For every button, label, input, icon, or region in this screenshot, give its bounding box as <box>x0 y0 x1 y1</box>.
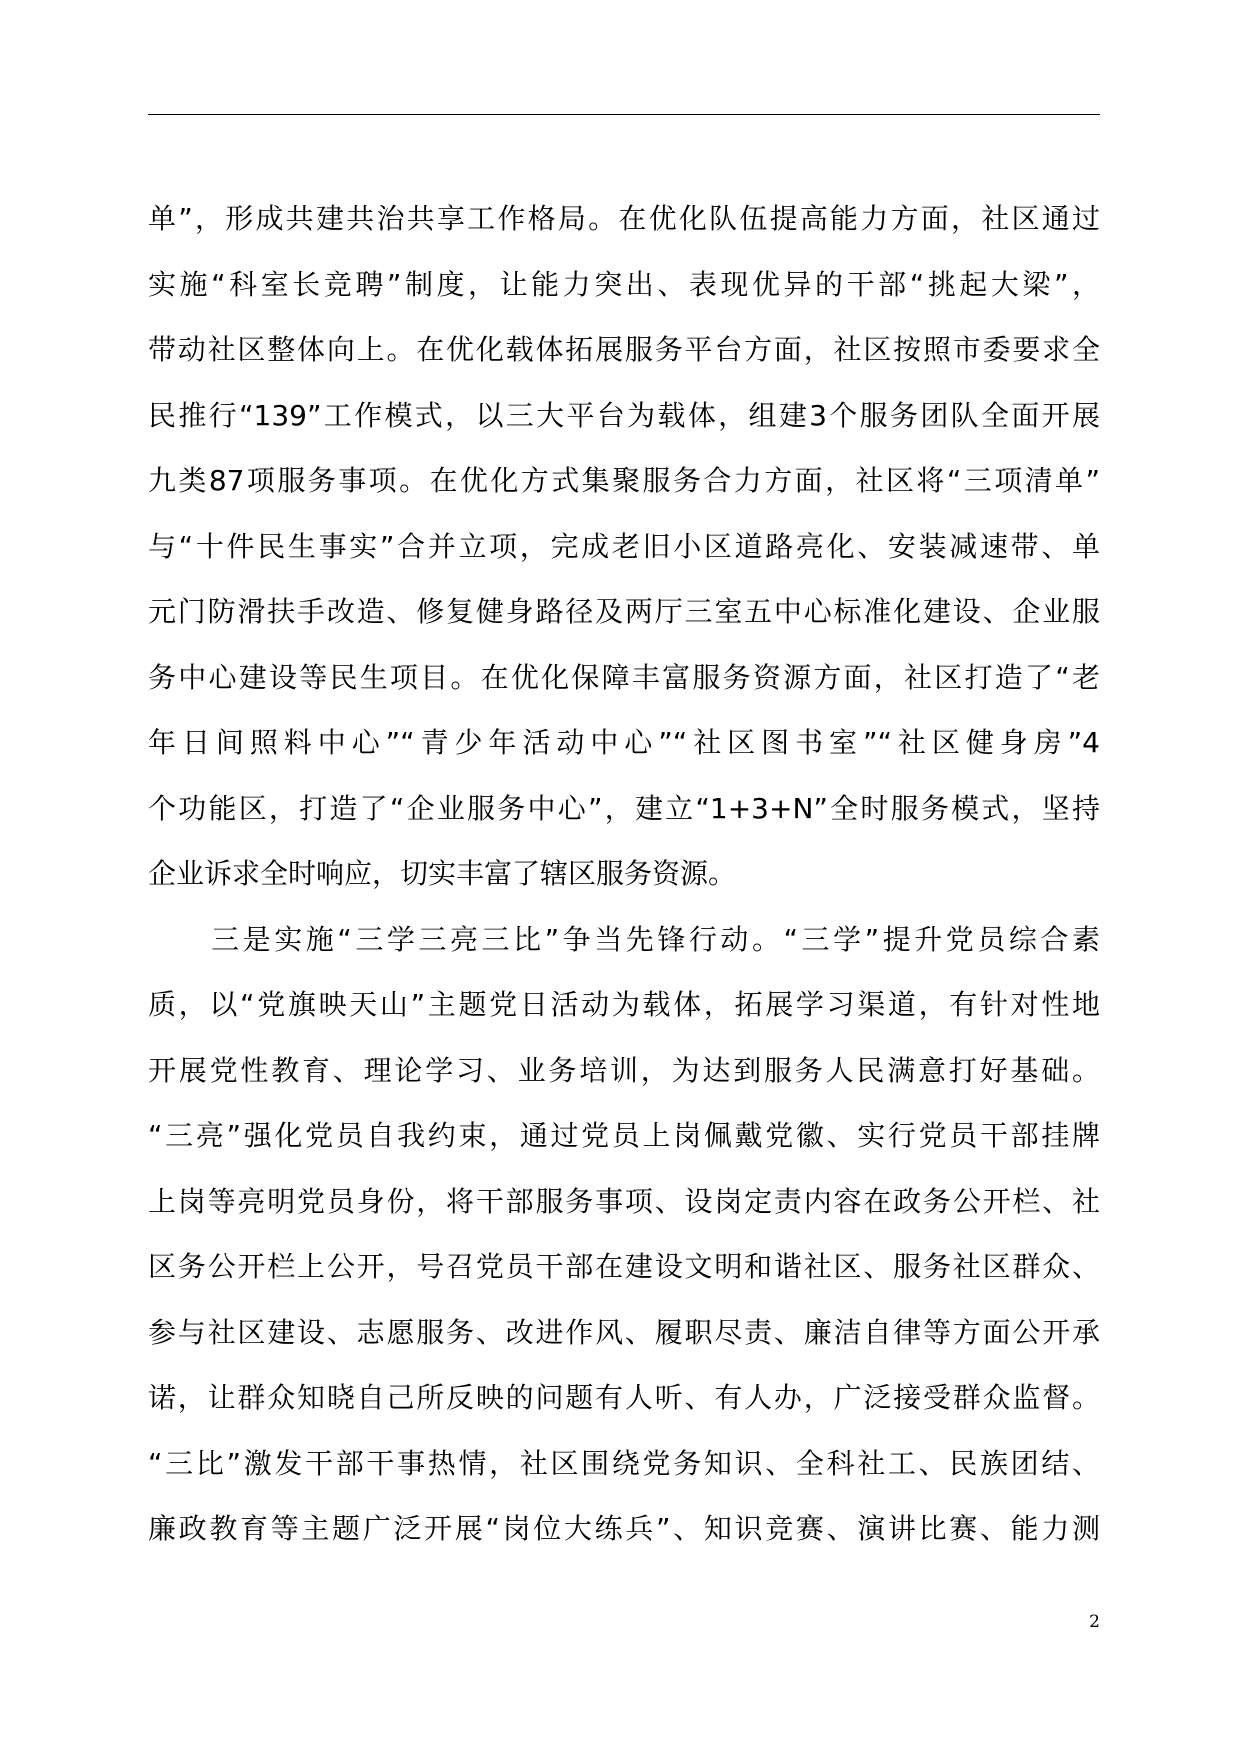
text-line: “三比”激发干部干事热情，社区围绕党务知识、全科社工、民族团结、 <box>148 1446 1100 1480</box>
text-line: “三亮”强化党员自我约束，通过党员上岗佩戴党徽、实行党员干部挂牌 <box>148 1119 1100 1152</box>
paragraph-end-line: 企业诉求全时响应，切实丰富了辖区服务资源。 <box>148 857 737 890</box>
text-line: 年日间照料中心”“青少年活动中心”“社区图书室”“社区健身房”4 <box>148 726 1100 759</box>
text-line: 元门防滑扶手改造、修复健身路径及两厅三室五中心标准化建设、企业服 <box>148 595 1100 628</box>
text-line: 民推行“139”工作模式，以三大平台为载体，组建3个服务团队全面开展 <box>148 398 1100 432</box>
text-line: 质，以“党旗映天山”主题党日活动为载体，拓展学习渠道，有针对性地 <box>148 988 1100 1021</box>
text-line: 实施“科室长竞聘”制度，让能力突出、表现优异的干部“挑起大梁”， <box>148 267 1100 301</box>
body-text <box>148 186 1100 1562</box>
text-line: 区务公开栏上公开，号召党员干部在建设文明和谐社区、服务社区群众、 <box>148 1250 1100 1283</box>
header-rule <box>148 114 1100 115</box>
text-line: 带动社区整体向上。在优化载体拓展服务平台方面，社区按照市委要求全 <box>148 333 1100 366</box>
text-line: 务中心建设等民生项目。在优化保障丰富服务资源方面，社区打造了“老 <box>148 660 1100 694</box>
text-line: 上岗等亮明党员身份，将干部服务事项、设岗定责内容在政务公开栏、社 <box>148 1184 1100 1218</box>
page-number: 2 <box>1089 1612 1100 1632</box>
text-line: 开展党性教育、理论学习、业务培训，为达到服务人民满意打好基础。 <box>148 1053 1100 1087</box>
text-line: 与“十件民生事实”合并立项，完成老旧小区道路亮化、安装减速带、单 <box>148 529 1100 563</box>
text-line: 廉政教育等主题广泛开展“岗位大练兵”、知识竞赛、演讲比赛、能力测 <box>148 1512 1100 1545</box>
text-line: 单”，形成共建共治共享工作格局。在优化队伍提高能力方面，社区通过 <box>148 202 1100 235</box>
text-line: 个功能区，打造了“企业服务中心”，建立“1+3+N”全时服务模式，坚持 <box>148 791 1100 825</box>
text-line: 诺，让群众知晓自己所反映的问题有人听、有人办，广泛接受群众监督。 <box>148 1381 1100 1414</box>
text-line: 三是实施“三学三亮三比”争当先锋行动。“三学”提升党员综合素 <box>148 922 1100 956</box>
text-line: 九类87项服务事项。在优化方式集聚服务合力方面，社区将“三项清单” <box>148 464 1100 497</box>
text-line: 参与社区建设、志愿服务、改进作风、履职尽责、廉洁自律等方面公开承 <box>148 1315 1100 1349</box>
